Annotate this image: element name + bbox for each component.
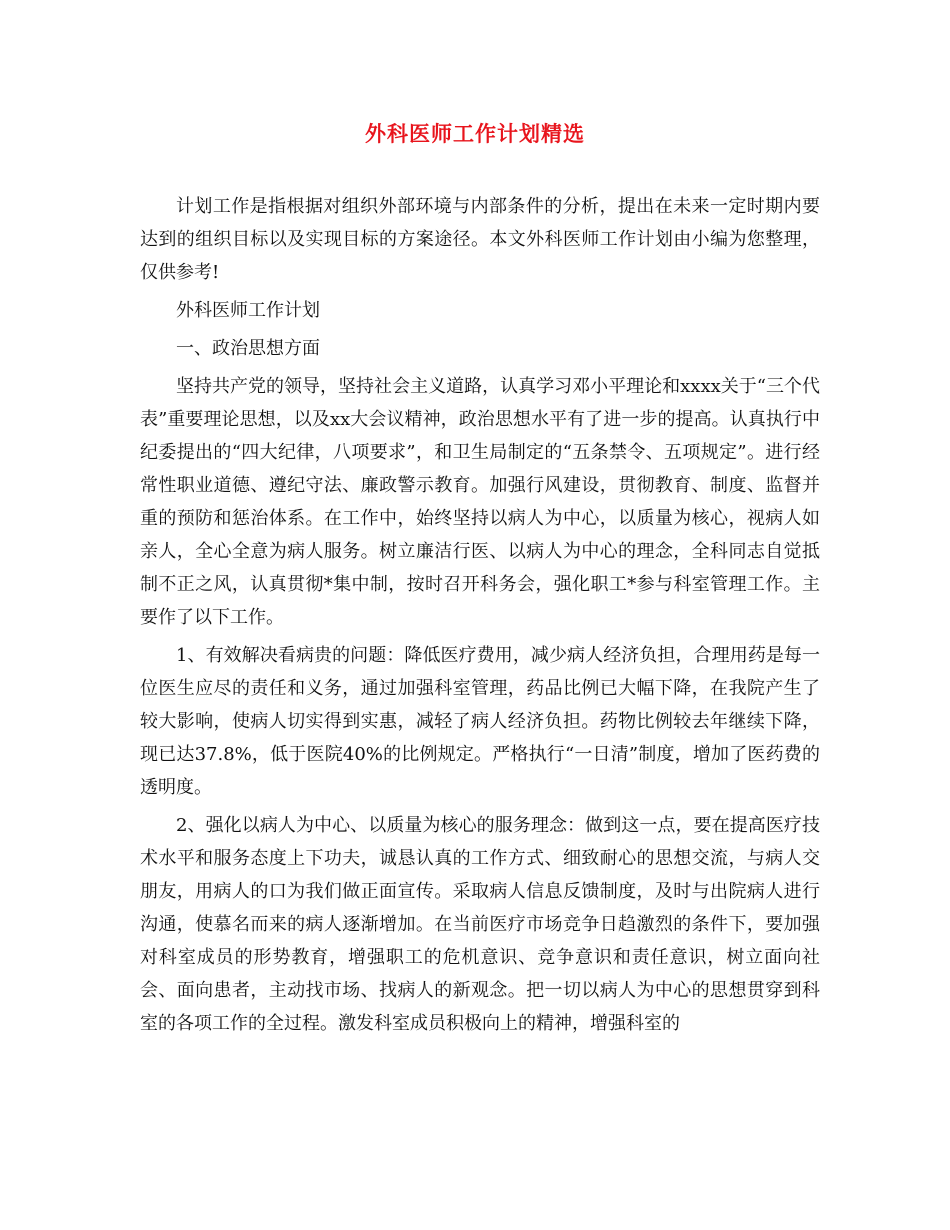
intro-paragraph: 计划工作是指根据对组织外部环境与内部条件的分析，提出在未来一定时期内要达到的组织目标以及实现目标的方案途径。本文外科医师工作计划由小编为您整理，仅供参考! <box>140 196 820 283</box>
body-paragraph: 1、有效解决看病贵的问题：降低医疗费用，减少病人经济负担，合理用药是每一位医生应尽的责任和义务，通过加强科室管理，药品比例已大幅下降，在我院产生了较大影响，使病人切实得到实惠，减轻了病人经济负担。药物比例较去年继续下降，现已达37.8%，低于医院40%的比例规定。严格执行“一日清”制度，增加了医药费的透明度。 <box>140 645 820 798</box>
subsection-heading: 一、政治思想方面 <box>176 338 320 359</box>
document-title: 外科医师工作计划精选 <box>365 121 585 146</box>
body-paragraph: 坚持共产党的领导，坚持社会主义道路，认真学习邓小平理论和xxxx关于“三个代表”重要理论思想，以及xx大会议精神，政治思想水平有了进一步的提高。认真执行中纪委提出的“四大纪律，八项要求”，和卫生局制定的“五条禁令、五项规定”。进行经常性职业道德、遵纪守法、廉政警示教育。加强行风建设，贯彻教育、制度、监督并重的预防和惩治体系。在工作中，始终坚持以病人为中心，以质量为核心，视病人如亲人，全心全意为病人服务。树立廉洁行医、以病人为中心的理念，全科同志自觉抵制不正之风，认真贯彻*集中制，按时召开科务会，强化职工*参与科室管理工作。主要作了以下工作。 <box>140 376 820 628</box>
section-heading: 外科医师工作计划 <box>176 300 320 321</box>
body-paragraph: 2、强化以病人为中心、以质量为核心的服务理念：做到这一点，要在提高医疗技术水平和服务态度上下功夫，诚恳认真的工作方式、细致耐心的思想交流，与病人交朋友，用病人的口为我们做正面宣传。采取病人信息反馈制度，及时与出院病人进行沟通，使慕名而来的病人逐渐增加。在当前医疗市场竞争日趋激烈的条件下，要加强对科室成员的形势教育，增强职工的危机意识、竞争意识和责任意识，树立面向社会、面向患者，主动找市场、找病人的新观念。把一切以病人为中心的思想贯穿到科室的各项工作的全过程。激发科室成员积极向上的精神，增强科室的 <box>140 815 820 1034</box>
document-body <box>140 190 820 1040</box>
